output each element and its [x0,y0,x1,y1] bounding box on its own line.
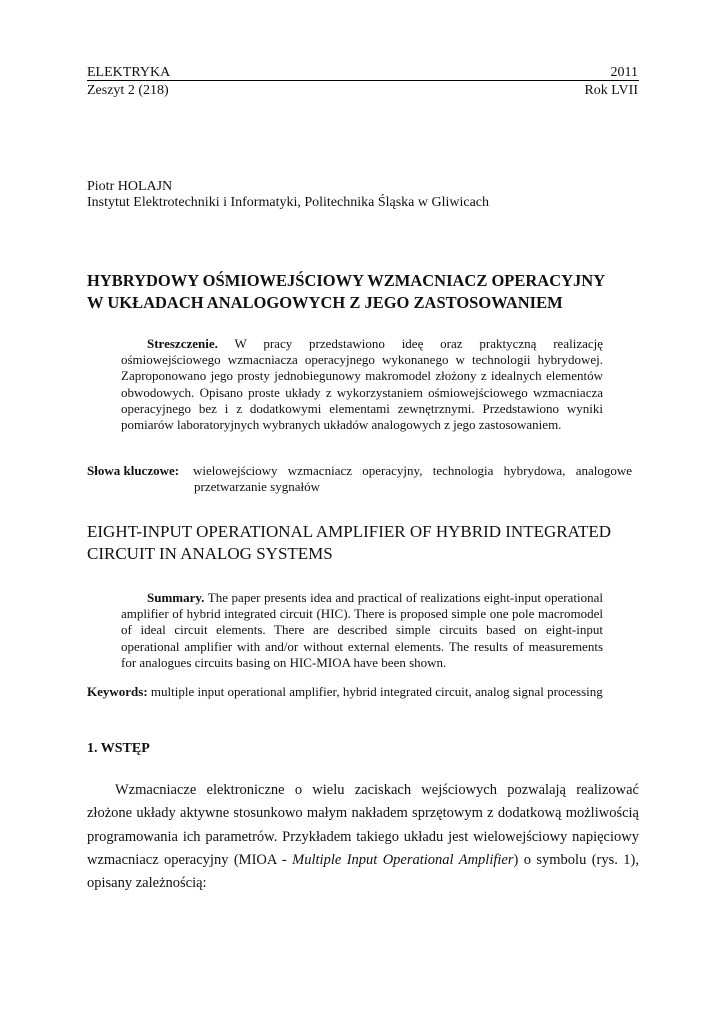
journal-issue: Zeszyt 2 (218) [87,83,169,98]
journal-volume: Rok LVII [584,83,638,98]
title-english-line1: EIGHT-INPUT OPERATIONAL AMPLIFIER OF HYBRID INTEGRATED [87,522,612,541]
abstract-polish-text: W pracy przedstawiono ideę oraz praktyczną realizację ośmiowejściowego wzmacniacza operacyjnego wykonanego w technologii hybrydowej. Zaproponowano jego prosty jednobiegunowy makromodel złożony z idealnych elementów obwodowych. Opisano proste układy z wykorzystaniem ośmiowejściowego wzmacniacza operacyjnego bez i z dodatkowymi elementami zewnętrznymi. Przedstawiono wyniki pomiarów laboratoryjnych wybranych układów analogowych z jego zastosowaniem. [121,336,604,433]
abstract-polish-label: Streszczenie. [147,336,218,351]
header-rule [87,80,639,81]
keywords-polish-label: Słowa kluczowe: [87,463,180,478]
paragraph-italic: Multiple Input Operational Amplifier [292,851,514,868]
title-polish-line1: HYBRYDOWY OŚMIOWEJŚCIOWY WZMACNIACZ OPERACYJNY [87,271,606,290]
section-heading: 1. WSTĘP [87,741,150,756]
abstract-polish [121,336,603,433]
paragraph [87,779,639,895]
paragraph-text-b: ) o symbolu (rys. 1), opisany zależnością: [87,851,639,892]
title-polish [87,270,647,314]
author-affiliation: Instytut Elektrotechniki i Informatyki, Politechnika Śląska w Gliwicach [87,195,490,210]
journal-name: ELEKTRYKA [87,65,171,80]
keywords-polish-line2: przetwarzanie sygnałów [194,479,320,494]
section-body [87,779,639,895]
abstract-english [121,590,603,671]
keywords-english [87,684,647,700]
abstract-english-label: Summary. [147,590,205,605]
title-polish-line2: W UKŁADACH ANALOGOWYCH Z JEGO ZASTOSOWANIEM [87,293,563,312]
author-name: Piotr HOLAJN [87,179,173,194]
paragraph-text-a: Wzmacniacze elektroniczne o wielu zaciskach wejściowych pozwalają realizować złożone układy aktywne stosunkowo małym nakładem sprzętowym z dodatkową możliwością programowania ich parametrów. Przykładem takiego układu jest wielowejściowy napięciowy wzmacniacz operacyjny (MIOA - [87,782,639,868]
keywords-english-text: multiple input operational amplifier, hybrid integrated circuit, analog signal processing [150,684,603,699]
keywords-english-label: Keywords: [87,684,148,699]
journal-year: 2011 [610,65,638,80]
title-english-line2: CIRCUIT IN ANALOG SYSTEMS [87,544,333,563]
abstract-english-text: The paper presents idea and practical of realizations eight-input operational amplifier of hybrid integrated circuit (HIC). There is proposed simple one pole macromodel of ideal circuit elements. There are described simple circuits based on eight-input operational amplifier with and/or without external elements. The results of measurements for analogues circuits basing on HIC-MIOA have been shown. [121,590,603,670]
keywords-polish [87,463,632,495]
keywords-polish-line1: wielowejściowy wzmacniacz operacyjny, technologia hybrydowa, analogowe [193,463,632,478]
title-english [87,521,647,565]
